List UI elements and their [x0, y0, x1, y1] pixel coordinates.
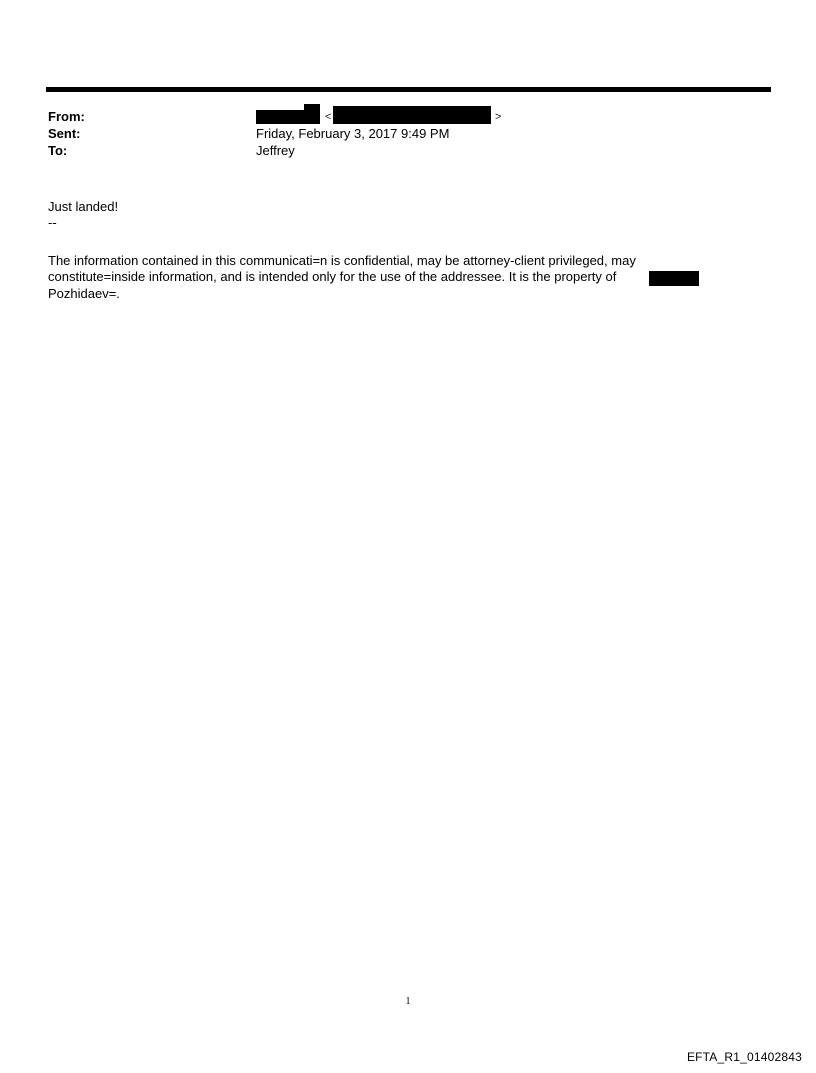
from-close-bracket: > [495, 111, 502, 123]
disclaimer-line-3: Pozhidaev=. [48, 286, 120, 301]
redacted-sender-email [333, 106, 491, 124]
to-value: Jeffrey [256, 143, 295, 158]
bates-number: EFTA_R1_01402843 [686, 1050, 802, 1064]
disclaimer-line-2: constitute=inside information, and is intended only for the use of the addressee. It is the property of [48, 269, 617, 284]
redacted-owner-name [649, 271, 699, 286]
from-label: From: [48, 109, 85, 124]
redacted-sender-name [256, 110, 304, 124]
page-number: 1 [405, 996, 411, 1007]
to-label: To: [48, 143, 68, 158]
sent-value: Friday, February 3, 2017 9:49 PM [256, 126, 450, 141]
sent-label: Sent: [48, 126, 81, 141]
signature-separator: -- [48, 215, 57, 230]
redacted-sender-name-part [304, 104, 320, 124]
header-rule [46, 87, 771, 92]
message-text: Just landed! [48, 199, 119, 214]
disclaimer-line-1: The information contained in this communicati=n is confidential, may be attorney-client privileged, may [48, 253, 636, 268]
from-open-bracket: < [325, 111, 332, 123]
